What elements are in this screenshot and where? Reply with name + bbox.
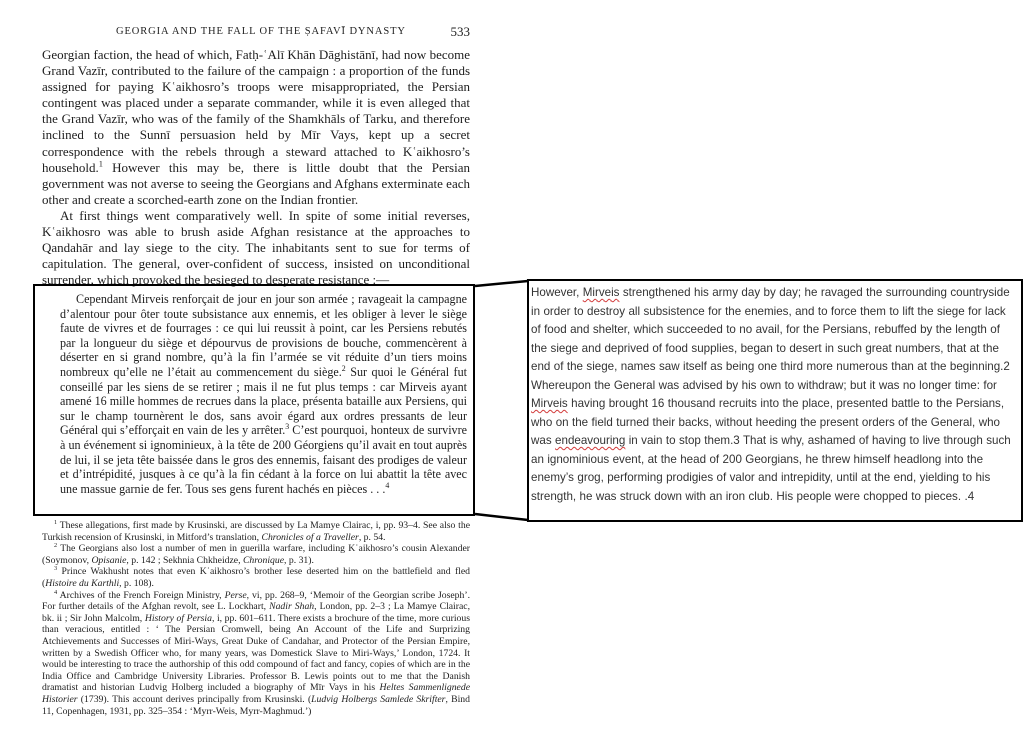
footnote-4: $^4$ Archives of the French Foreign Ministry, Perse, vi, pp. 268–9, ‘Memoir of the Georgian scribe Joseph’. For further details of the Afghan revolt, see L. Lockhart, Nadir Shah, London, pp. 2–3 ; La Mamye Clairac, bk. ii ; Sir John Malcolm, History of Persia, i, pp. 601–611. There exists a brochure of the time, more curious than veracious, entitled : ‘ The Persian Cromwell, being An Account of the Life and Surprizing Atchievements and Successes of Miri-Ways, Great Duke of Candahar, and Protector of the Persian Empire, written by a Swedish Officer who, for many years, was Domestick Slave to Miri-Ways,’ London, 1724. It would be interesting to trace the authorship of this odd compound of fact and fancy, copies of which are in the India Office and Cambridge University Libraries. Professor B. Lewis points out to me that the Danish dramatist and historian Ludvig Holberg included a biography of Mīr Vays in his Heltes Sammenlignede Historier (1739). This account derives principally from Krusinski. (Ludvig Holbergs Samlede Skrifter, Bind 11, Copenhagen, 1931, pp. 325–354 : ‘Myrr-Weis, Myrr-Maghmud.’)	[42, 588, 471, 717]
footnote-2: $^2$ The Georgians also lost a number of men in guerilla warfare, including Kʿaikhosro’s cousin Alexander (Soymonov, Opisanie, p. 142 ; Sekhnia Chkheidze, Chronique, p. 31).	[42, 541, 470, 566]
running-head-title: GEORGIA AND THE FALL OF THE ṢAFAVĪ DYNASTY	[116, 26, 406, 37]
paragraph-2: At first things went comparatively well. In spite of some initial reverses, Kʿaikhosro was able to brush aside Afghan resistance at the approaches to Qandahār and lay siege to the city. The inhabitants sent to sue for terms of capitulation. The general, over-confident of success, insisted on unconditional surrender, which provoked the besieged to desperate resistance :—	[42, 207, 470, 288]
english-translation: However, Mirveis strengthened his army day by day; he ravaged the surrounding countryside in order to destroy all subsistence for the enemies, and to force them to lift the siege for lack of food and shelter, which succeeded to no avail, for the Persians, rebuffed by the length of the siege and deprived of food supplies, began to desert in such great numbers, that at the end of the siege, names saw itself as being one third more numerous than at the beginning.2 Whereupon the General was advised by his own to withdraw; but it was no longer time: for Mirveis having brought 16 thousand recruits into the place, presented battle to the Persians, who on the field turned their backs, without heeding the present orders of the General, who was endeavouring in vain to stop them.3 That is why, ashamed of having to live through such an ignominious event, at the head of 200 Georgians, he threw himself headlong into the enemy’s grog, performing prodigies of valor and intrepidity, until at the end, yielding to his strength, he was struck down with an iron club. His people were chopped to pieces. .4	[531, 286, 1011, 503]
running-header	[40, 24, 470, 40]
french-quotation: Cependant Mirveis renforçait de jour en jour son armée ; ravageait la campagne d’alentour pour ôter toute subsistance aux ennemis, et les obliger à lever le siège faute de vivres et de fourrages : ce qui lui reussit à point, car les Persiens rebutés par la longueur du siège et dépourvus de provisions de bouche, commencèrent à déserter en si grand nombre, qu’à la fin l’armée se vit réduite d’un tiers moins nombreux qu’elle ne l’était au commencement du siège.$^2$ Sur quoi le Général fut conseillé par les siens de se retirer ; mais il ne fut plus temps : car Mirveis ayant amené 16 mille hommes de recrues dans la place, présenta bataille aux Persiens, qui sur le champ tournèrent le dos, sans avoir égard aux ordres pressants de leur Général qui s’efforçait en vain de les y arrêter.$^3$ C’est pourquoi, honteux de survivre à un événement si ignominieux, à la tête de 200 Géorgiens qu’il avait en tout auprès de lui, il se jeta tête baissée dans le gros des ennemis, faisant des prodiges de valeur et d’intrépidité, jusques à ce qu’à la fin cédant à la force on lui abattit la tête avec une massue garnie de fer. Tous ses gens furent hachés en pièces . . .$^4$	[60, 292, 467, 496]
paragraph-1: Georgian faction, the head of which, Fatḥ-ʿAlī Khān Dāghistānī, had now become Grand Vazīr, contributed to the failure of the campaign : a proportion of the funds assigned for paying Kʿaikhosro’s troops were misappropriated, the Persian contingent was placed under a separate commander, while it is even alleged that the Grand Vazīr, who was of the family of the Shamkhāls of Tarku, and therefore inclined to the Sunnī persuasion held by Mīr Vays, kept up a secret correspondence with the rebels through a steward attached to Kʿaikhosro’s household.$^1$ However this may be, there is little doubt that the Persian government was not averse to seeing the Georgians and Afghans exterminate each other and create a scorched-earth zone on the Indian frontier.	[42, 47, 470, 207]
spellcheck-word-mirveis-2: Mirveis	[531, 397, 568, 410]
footnotes	[42, 520, 470, 717]
spellcheck-word-mirveis: Mirveis	[582, 286, 620, 299]
footnote-3: $^3$ Prince Wakhusht notes that even Kʿaikhosro’s brother Iese deserted him on the battlefield and fled (Histoire du Karthli, p. 108).	[42, 565, 470, 589]
main-text	[42, 47, 470, 288]
footnote-ref-3: 3	[285, 422, 290, 432]
footnote-1: $^1$ These allegations, first made by Krusinski, are discussed by La Mamye Clairac, i, pp. 93–4. See also the Turkish recension of Krusinski, in Mitford’s translation, Chronicles of a Traveller, p. 54.	[42, 518, 470, 543]
footnote-ref-1: 1	[98, 158, 103, 169]
spellcheck-word-endeavouring: endeavouring	[555, 434, 626, 447]
page-number: 533	[450, 24, 470, 39]
footnote-ref-2: 2	[341, 363, 346, 373]
footnote-ref-4: 4	[385, 480, 390, 490]
